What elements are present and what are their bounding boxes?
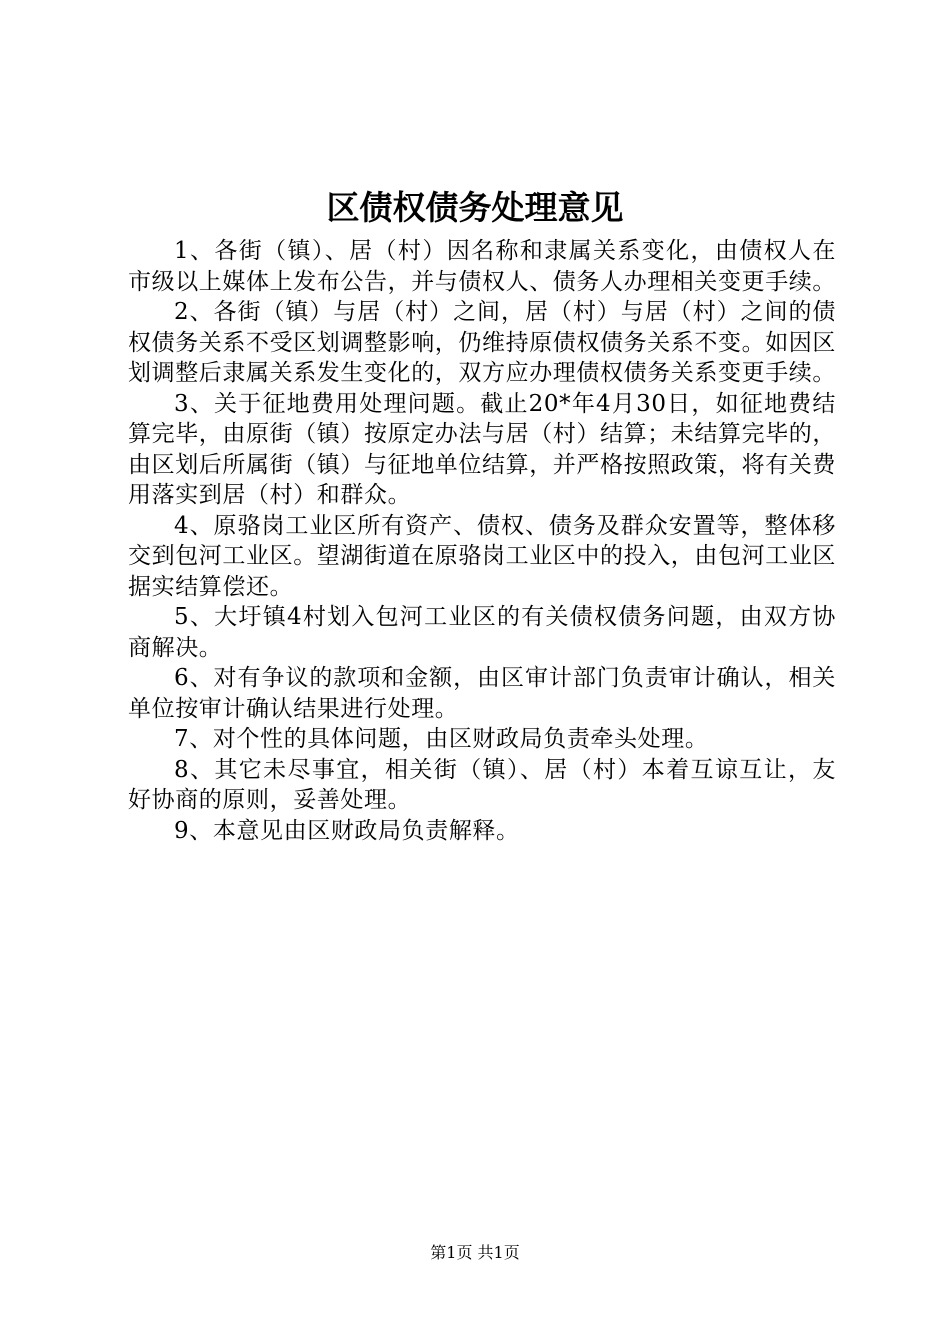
paragraph-5: 5、大圩镇4村划入包河工业区的有关债权债务问题，由双方协商解决。 (128, 604, 836, 661)
paragraph-3: 3、关于征地费用处理问题。截止20*年4月30日，如征地费结算完毕，由原街（镇）按原定办法与居（村）结算；未结算完毕的，由区划后所属街（镇）与征地单位结算，并严格按照政策，将有关费用落实到居（村）和群众。 (128, 390, 836, 508)
document-title: 区债权债务处理意见 (326, 188, 624, 227)
paragraph-6: 6、对有争议的款项和金额，由区审计部门负责审计确认，相关单位按审计确认结果进行处理。 (128, 665, 836, 722)
paragraph-7: 7、对个性的具体问题，由区财政局负责牵头处理。 (174, 726, 709, 752)
paragraph-9: 9、本意见由区财政局负责解释。 (174, 817, 520, 844)
paragraph-4: 4、原骆岗工业区所有资产、债权、债务及群众安置等，整体移交到包河工业区。望湖街道在原骆岗工业区中的投入，由包河工业区据实结算偿还。 (128, 512, 836, 600)
paragraph-8: 8、其它未尽事宜，相关街（镇）、居（村）本着互谅互让，友好协商的原则，妥善处理。 (128, 756, 836, 813)
paragraph-2: 2、各街（镇）与居（村）之间，居（村）与居（村）之间的债权债务关系不受区划调整影响，仍维持原债权债务关系不变。如因区划调整后隶属关系发生变化的，双方应办理债权债务关系变更手续。 (128, 299, 836, 386)
document-body (128, 236, 836, 846)
page-number-footer: 第1页 共1页 (430, 1243, 520, 1262)
paragraph-1: 1、各街（镇）、居（村）因名称和隶属关系变化，由债权人在市级以上媒体上发布公告，并与债权人、债务人办理相关变更手续。 (128, 238, 836, 295)
